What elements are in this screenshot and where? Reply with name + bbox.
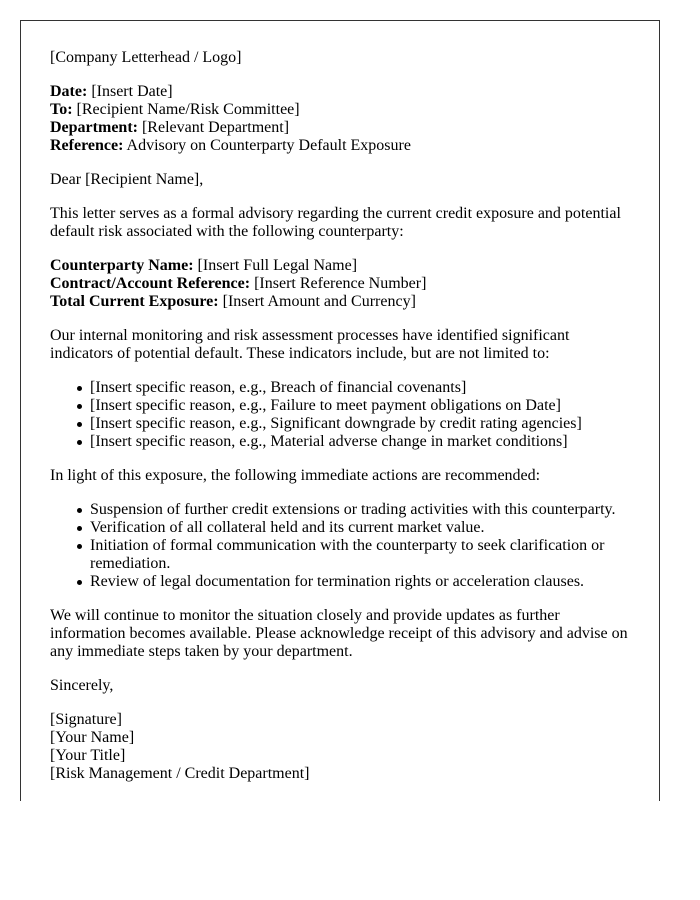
intro-paragraph: This letter serves as a formal advisory regarding the current credit exposure and potential default risk associated with the following counterparty: bbox=[50, 205, 621, 240]
total-exposure-line bbox=[50, 293, 630, 311]
signoff: Sincerely, bbox=[50, 677, 114, 694]
signer-name: [Your Name] bbox=[50, 729, 135, 746]
counterparty-name-value: [Insert Full Legal Name] bbox=[193, 257, 358, 274]
actions-list bbox=[50, 501, 630, 591]
to-line bbox=[50, 101, 630, 119]
indicator-item: [Insert specific reason, e.g., Material adverse change in market conditions] bbox=[90, 433, 630, 451]
department-label: Department: bbox=[50, 119, 138, 136]
date-label: Date: bbox=[50, 83, 88, 100]
signature-block bbox=[50, 711, 630, 783]
counterparty-details bbox=[50, 257, 630, 311]
reference-label: Reference: bbox=[50, 137, 124, 154]
letter-header bbox=[50, 83, 630, 155]
counterparty-name-label: Counterparty Name: bbox=[50, 257, 194, 274]
action-item: Initiation of formal communication with the counterparty to seek clarification or remediation. bbox=[90, 537, 630, 573]
indicators-intro: Our internal monitoring and risk assessment processes have identified significant indicators of potential default. These indicators include, but are not limited to: bbox=[50, 327, 570, 362]
indicator-item: [Insert specific reason, e.g., Failure to meet payment obligations on Date] bbox=[90, 397, 630, 415]
indicators-list bbox=[50, 379, 630, 451]
reference-line bbox=[50, 137, 630, 155]
letterhead: [Company Letterhead / Logo] bbox=[50, 49, 242, 66]
action-item: Verification of all collateral held and its current market value. bbox=[90, 519, 630, 537]
actions-intro: In light of this exposure, the following immediate actions are recommended: bbox=[50, 467, 541, 484]
letter-document bbox=[20, 20, 660, 801]
contract-reference-label: Contract/Account Reference: bbox=[50, 275, 251, 292]
counterparty-name-line bbox=[50, 257, 630, 275]
date-line bbox=[50, 83, 630, 101]
reference-value: Advisory on Counterparty Default Exposure bbox=[123, 137, 411, 154]
action-item: Suspension of further credit extensions or trading activities with this counterparty. bbox=[90, 501, 630, 519]
indicator-item: [Insert specific reason, e.g., Breach of financial covenants] bbox=[90, 379, 630, 397]
department-line bbox=[50, 119, 630, 137]
total-exposure-value: [Insert Amount and Currency] bbox=[218, 293, 416, 310]
closing-paragraph: We will continue to monitor the situation closely and provide updates as further information becomes available. Please acknowledge receipt of this advisory and advise on any immediate steps taken by your department. bbox=[50, 607, 628, 660]
date-value: [Insert Date] bbox=[87, 83, 173, 100]
signer-department: [Risk Management / Credit Department] bbox=[50, 765, 310, 782]
to-label: To: bbox=[50, 101, 73, 118]
signer-title: [Your Title] bbox=[50, 747, 126, 764]
indicator-item: [Insert specific reason, e.g., Significant downgrade by credit rating agencies] bbox=[90, 415, 630, 433]
salutation: Dear [Recipient Name], bbox=[50, 171, 204, 188]
action-item: Review of legal documentation for termination rights or acceleration clauses. bbox=[90, 573, 630, 591]
signature-line: [Signature] bbox=[50, 711, 122, 728]
contract-reference-line bbox=[50, 275, 630, 293]
department-value: [Relevant Department] bbox=[137, 119, 290, 136]
contract-reference-value: [Insert Reference Number] bbox=[250, 275, 427, 292]
total-exposure-label: Total Current Exposure: bbox=[50, 293, 219, 310]
to-value: [Recipient Name/Risk Committee] bbox=[72, 101, 300, 118]
